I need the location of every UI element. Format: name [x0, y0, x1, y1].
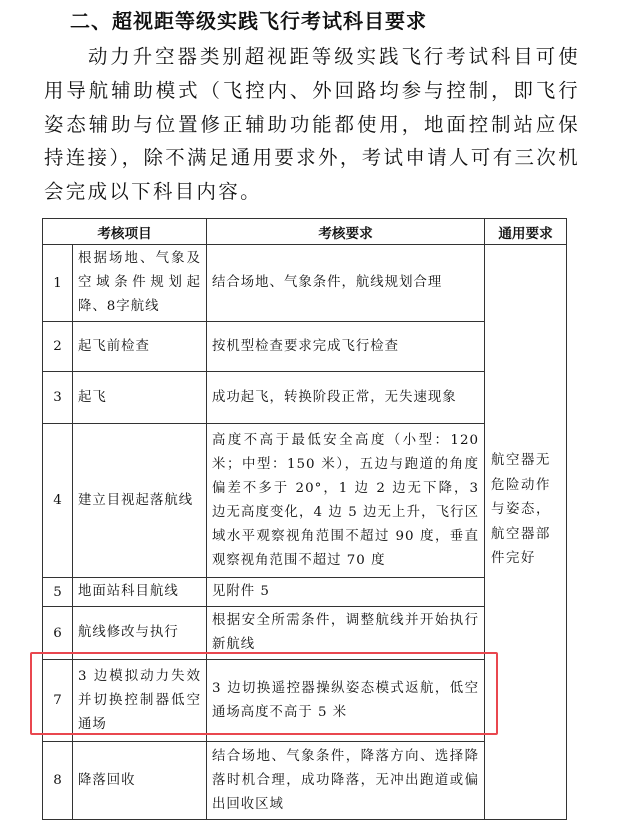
requirements-table [42, 218, 567, 820]
row-item: 起飞 [73, 372, 207, 424]
table-header-row [43, 219, 567, 245]
row-item: 降落回收 [73, 742, 207, 820]
row-number: 7 [43, 660, 73, 742]
row-item: 建立目视起落航线 [73, 424, 207, 578]
row-requirement: 按机型检查要求完成飞行检查 [207, 322, 485, 372]
general-requirement-cell [485, 245, 567, 820]
row-number: 5 [43, 578, 73, 607]
row-item: 航线修改与执行 [73, 607, 207, 660]
table-row [43, 245, 567, 322]
row-requirement: 根据安全所需条件，调整航线并开始执行新航线 [207, 607, 485, 660]
row-requirement: 成功起飞，转换阶段正常，无失速现象 [207, 372, 485, 424]
header-item: 考核项目 [43, 219, 207, 245]
header-general: 通用要求 [485, 219, 567, 245]
intro-paragraph: 动力升空器类别超视距等级实践飞行考试科目可使用导航辅助模式（飞控内、外回路均参与控制，即飞行姿态辅助与位置修正辅助功能都使用，地面控制站应保持连接），除不满足通用要求外，考试申请人可有三次机会完成以下科目内容。 [44, 45, 580, 204]
row-requirement: 结合场地、气象条件，航线规划合理 [207, 245, 485, 322]
row-number: 2 [43, 322, 73, 372]
row-item: 起飞前检查 [73, 322, 207, 372]
row-requirement: 见附件 5 [207, 578, 485, 607]
row-number: 6 [43, 607, 73, 660]
row-number: 4 [43, 424, 73, 578]
row-requirement: 结合场地、气象条件，降落方向、选择降落时机合理，成功降落，无冲出跑道或偏出回收区域 [207, 742, 485, 820]
row-requirement: 高度不高于最低安全高度（小型：120 米；中型：150 米），五边与跑道的角度偏差不多于 20°，1 边 2 边无下降，3 边无高度变化，4 边 5 边无上升，飞行区域水平观察视角范围不超过 90 度，垂直观察视角范围不超过 70 度 [207, 424, 485, 578]
row-item: 根据场地、气象及空域条件规划起降、8字航线 [73, 245, 207, 322]
row-number: 8 [43, 742, 73, 820]
row-requirement: 3 边切换遥控器操纵姿态模式返航，低空通场高度不高于 5 米 [207, 660, 485, 742]
general-requirement-text: 航空器无危险动作与姿态，航空器部件完好 [491, 453, 551, 566]
row-item: 地面站科目航线 [73, 578, 207, 607]
row-number: 1 [43, 245, 73, 322]
header-requirement: 考核要求 [207, 219, 485, 245]
section-heading: 二、超视距等级实践飞行考试科目要求 [70, 9, 427, 33]
row-number: 3 [43, 372, 73, 424]
row-item: 3 边模拟动力失效并切换控制器低空通场 [73, 660, 207, 742]
